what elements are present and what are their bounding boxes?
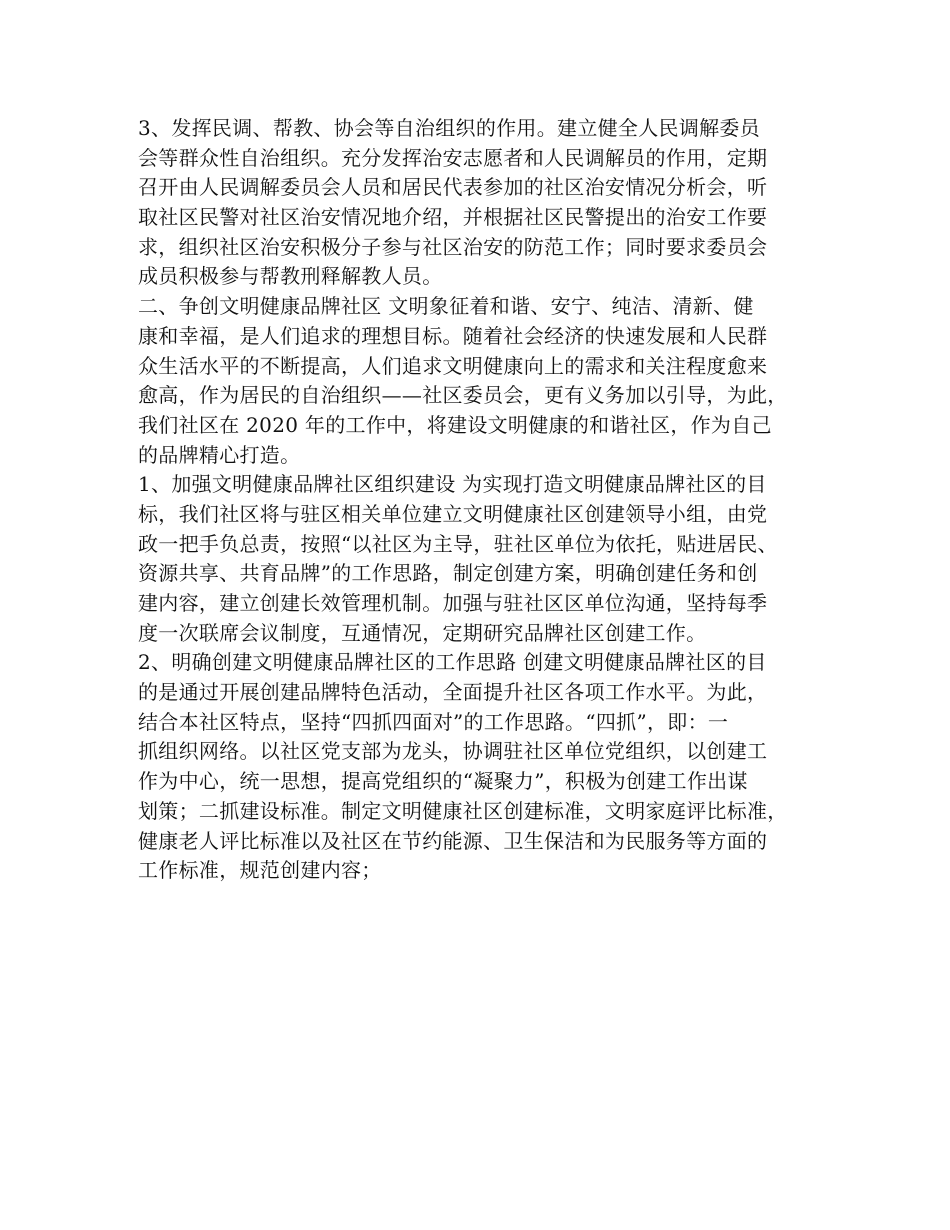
text-line: 划策；二抓建设标准。制定文明健康社区创建标准，文明家庭评比标准， xyxy=(138,798,788,823)
text-line: 抓组织网络。以社区党支部为龙头，协调驻社区单位党组织，以创建工 xyxy=(138,739,768,764)
text-line: 成员积极参与帮教刑释解教人员。 xyxy=(138,264,443,289)
text-line: 度一次联席会议制度，互通情况，定期研究品牌社区创建工作。 xyxy=(138,620,707,645)
text-line: 工作标准，规范创建内容； xyxy=(138,858,382,883)
text-line: 政一把手负总责，按照“以社区为主导，驻社区单位为依托，贴进居民、 xyxy=(138,531,778,556)
text-line: 求，组织社区治安积极分子参与社区治安的防范工作；同时要求委员会 xyxy=(138,234,768,259)
text-line: 结合本社区特点，坚持“四抓四面对”的工作思路。“四抓”，即：一 xyxy=(138,709,729,734)
text-line: 1、加强文明健康品牌社区组织建设 为实现打造文明健康品牌社区的目 xyxy=(138,472,767,497)
text-line: 召开由人民调解委员会人员和居民代表参加的社区治安情况分析会，听 xyxy=(138,175,768,200)
text-line: 3、发挥民调、帮教、协会等自治组织的作用。建立健全人民调解委员 xyxy=(138,116,761,140)
text-line: 的品牌精心打造。 xyxy=(138,442,301,467)
text-line: 建内容，建立创建长效管理机制。加强与驻社区区单位沟通，坚持每季 xyxy=(138,591,768,615)
text-line: 健康老人评比标准以及社区在节约能源、卫生保洁和为民服务等方面的 xyxy=(138,828,768,853)
document-body xyxy=(138,114,818,886)
text-line: 康和幸福，是人们追求的理想目标。随着社会经济的快速发展和人民群 xyxy=(138,323,768,348)
text-line: 作为中心，统一思想，提高党组织的“凝聚力”，积极为创建工作出谋 xyxy=(138,769,748,794)
text-line: 标，我们社区将与驻区相关单位建立文明健康社区创建领导小组，由党 xyxy=(138,501,768,526)
text-line: 二、争创文明健康品牌社区 文明象征着和谐、安宁、纯洁、清新、健 xyxy=(138,294,754,319)
text-line: 2、明确创建文明健康品牌社区的工作思路 创建文明健康品牌社区的目 xyxy=(138,650,767,675)
text-line: 取社区民警对社区治安情况地介绍，并根据社区民警提出的治安工作要 xyxy=(138,205,768,230)
text-line: 众生活水平的不断提高，人们追求文明健康向上的需求和关注程度愈来 xyxy=(138,353,768,378)
text-line: 我们社区在 2020 年的工作中，将建设文明健康的和谐社区，作为自己 xyxy=(138,412,772,437)
text-line: 的是通过开展创建品牌特色活动，全面提升社区各项工作水平。为此， xyxy=(138,680,768,705)
text-line: 资源共享、共育品牌”的工作思路，制定创建方案，明确创建任务和创 xyxy=(138,561,758,586)
text-line: 愈高，作为居民的自治组织——社区委员会，更有义务加以引导，为此， xyxy=(138,383,788,408)
text-line: 会等群众性自治组织。充分发挥治安志愿者和人民调解员的作用，定期 xyxy=(138,145,768,170)
